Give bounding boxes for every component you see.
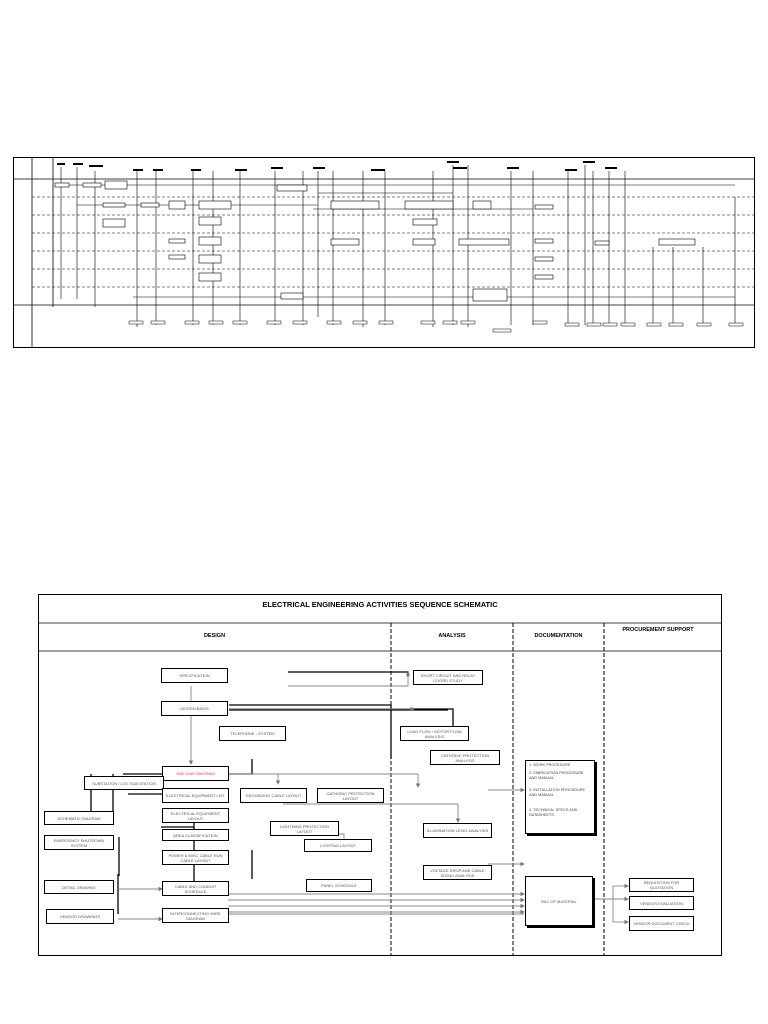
node-load-flow: LOAD FLOW / MOTOR FLOW ANALYSIS: [400, 726, 469, 741]
node-voltage-drop: VOLTAGE DROP AND CABLE SIZING ANALYSIS: [423, 865, 492, 880]
node-vendor-evaluation: VENDOR EVALUATION: [629, 896, 694, 910]
node-short-circuit-study: SHORT CIRCUIT AND RELAY COORD STUDY: [413, 670, 483, 685]
node-schematic-diagram: SCHEMATIC DIAGRAM: [44, 811, 114, 825]
doc-item-2: 2. FABRICATION PROCEDURE AND MANUAL: [529, 771, 584, 780]
node-telephone-system: TELEPHONE - SYSTEM: [219, 726, 286, 741]
node-cable-conduit-schedule: CABLE AND CONDUIT SCHEDULE: [162, 881, 229, 896]
activities-timeline-chart: [13, 157, 755, 349]
documentation-list-box: [525, 760, 595, 834]
node-interconnecting-diagram: INTERCONNECTING WIRE DIAGRAM: [162, 908, 229, 923]
doc-item-3: 3. INSTALLATION PROCEDURE AND MANUAL: [529, 788, 585, 797]
timeline-chart-svg: [13, 157, 755, 349]
node-grounding-layout: GROUNDING CABLE LAYOUT: [240, 788, 307, 803]
node-area-classification: AREA CLASSIFICATION: [162, 829, 229, 841]
node-equipment-list: ELECTRICAL EQUIPMENT LIST: [162, 788, 229, 803]
node-detail-drawing: DETAIL DRAWING: [44, 880, 114, 894]
schematic-title: ELECTRICAL ENGINEERING ACTIVITIES SEQUENCE SCHEMATIC: [262, 600, 498, 609]
node-emergency-system: EMERGENCY SHUTDOWN SYSTEM: [44, 835, 114, 850]
node-vendor-drawings: VENDOR DRAWINGS: [46, 909, 114, 924]
doc-item-1: 1. WORK PROCEDURE: [529, 763, 571, 767]
node-design-basis: DESIGN BASIS: [161, 701, 228, 716]
node-lighting-layout: LIGHTING LAYOUT: [304, 839, 372, 852]
column-documentation: DOCUMENTATION: [534, 633, 583, 639]
node-power-cable-layout: POWER & MISC CABLE RUN CABLE LAYOUT: [162, 850, 229, 865]
doc-item-4: 4. TECHNICAL SPECS AND DATASHEETS: [529, 808, 578, 817]
schematic-lines: [38, 594, 722, 956]
column-design: DESIGN: [203, 633, 226, 639]
node-requisition: REQUISITION FOR QUOTATION: [629, 878, 694, 892]
node-vendor-document-check: VENDOR DOCUMENT CHECK: [629, 916, 694, 931]
node-cathodic-layout: CATHODIC PROTECTION LAYOUT: [317, 788, 384, 803]
node-substation: SUBSTATION / LOC SUB STATION: [84, 776, 164, 790]
node-lightning-layout: LIGHTNING PROTECTION LAYOUT: [270, 821, 339, 836]
sequence-schematic: [38, 594, 722, 956]
node-specification: SPECIFICATION: [161, 668, 228, 683]
column-analysis: ANALYSIS: [438, 633, 466, 639]
column-procurement-support: PROCUREMENT SUPPORT: [622, 627, 694, 633]
node-bill-of-material: BILL OF MATERIAL: [525, 876, 593, 926]
node-cathodic-analysis: CATHODIC PROTECTION ANALYSIS: [430, 750, 500, 765]
node-illumination-analysis: ILLUMINATION LEVEL ANALYSIS: [423, 823, 492, 838]
node-panel-schedule: PANEL SCHEDULE: [306, 879, 372, 892]
node-equipment-layout: ELECTRICAL EQUIPMENT LAYOUT: [162, 808, 229, 823]
node-one-line-diagram: ONE LINE DIAGRAM: [162, 766, 229, 781]
